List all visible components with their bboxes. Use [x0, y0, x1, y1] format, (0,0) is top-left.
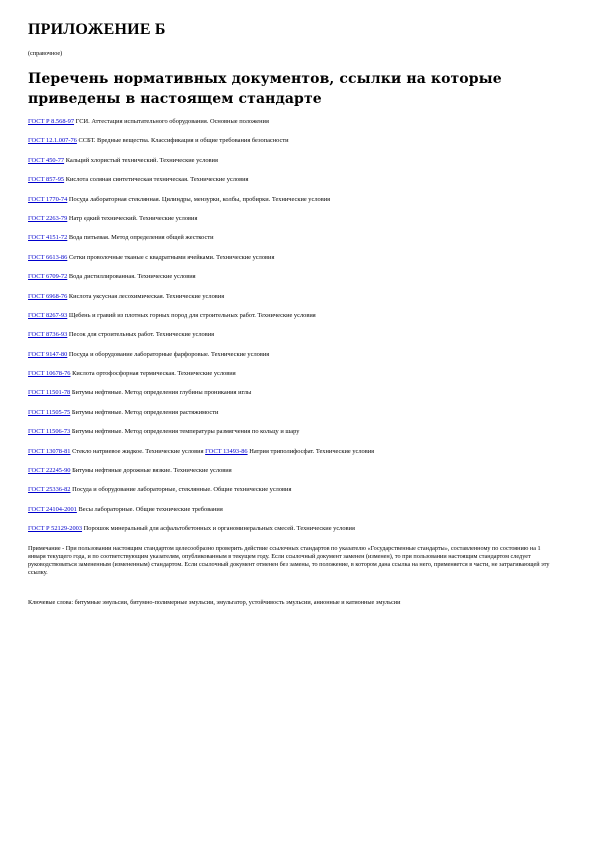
reference-description: Натрия триполифосфат. Технические условия — [247, 447, 375, 455]
reference-item — [28, 215, 568, 234]
reference-link[interactable]: ГОСТ 8736-93 — [28, 331, 68, 339]
reference-link[interactable]: ГОСТ 24104-2001 — [28, 505, 77, 513]
reference-link[interactable]: ГОСТ 11506-73 — [28, 428, 71, 436]
reference-description: Щебень и гравий из плотных горных пород для строительных работ. Технические условия — [67, 311, 316, 319]
reference-link[interactable]: ГОСТ Р 8.568-97 — [28, 118, 75, 125]
reference-item — [28, 196, 568, 215]
reference-link[interactable]: ГОСТ 8267-93 — [28, 311, 68, 319]
reference-link[interactable]: ГОСТ 6709-72 — [28, 273, 68, 281]
reference-description: Кислота ортофосфорная термическая. Технические условия — [70, 370, 236, 378]
reference-description: Натр едкий технический. Технические условия — [67, 214, 198, 222]
note-paragraph: Примечание - При пользовании настоящим стандартом целесообразно проверить действие ссылочных стандартов по указателю «Государственные стандарты», составленному по состоянию на 1 января текущего года, и по соответствующим указателям, опубликованным в текущем году. Если ссылочный документ заменен (изменен), то при пользовании настоящим стандартом следует руководствоваться замененным (измененным) стандартом. Если ссылочный документ отменен без замены, то положение, в котором дана ссылка на него, применяется в части, не затрагивающей эту ссылку. — [28, 544, 550, 576]
references-heading: Перечень нормативных документов, ссылки на которые приведены в настоящем стандарте — [28, 71, 502, 107]
reference-item — [28, 506, 568, 525]
reference-item — [28, 273, 568, 292]
reference-item — [28, 157, 568, 176]
reference-item — [28, 293, 568, 312]
reference-link[interactable]: ГОСТ 1770-74 — [28, 195, 68, 203]
reference-item — [28, 409, 568, 428]
reference-link[interactable]: ГОСТ 857-95 — [28, 176, 65, 184]
reference-description: Весы лабораторные. Общие технические требования — [76, 505, 223, 513]
reference-link[interactable]: ГОСТ 22245-90 — [28, 467, 71, 475]
reference-item — [28, 370, 568, 389]
reference-item — [28, 428, 568, 447]
reference-link[interactable]: ГОСТ 2263-79 — [28, 214, 68, 222]
reference-description: Битумы нефтяные. Метод определения глубины проникания иглы — [70, 389, 252, 397]
reference-link[interactable]: ГОСТ 9147-80 — [28, 350, 68, 358]
reference-list — [28, 118, 568, 545]
reference-description: Вода дистиллированная. Технические условия — [67, 273, 196, 281]
reference-description: Битумы нефтяные. Метод определения температуры размягчения по кольцу и шару — [70, 428, 300, 436]
reference-description: Кислота уксусная лесохимическая. Технические условия — [67, 292, 225, 300]
reference-item — [28, 448, 568, 467]
reference-link[interactable]: ГОСТ 450-77 — [28, 156, 65, 164]
reference-item — [28, 312, 568, 331]
reference-item — [28, 176, 568, 195]
appendix-title: ПРИЛОЖЕНИЕ Б — [28, 21, 166, 38]
reference-link[interactable]: ГОСТ 25336-82 — [28, 486, 71, 494]
reference-link[interactable]: ГОСТ 11501-78 — [28, 389, 71, 397]
reference-description: Порошок минеральный для асфальтобетонных и органоминеральных смесей. Технические условия — [82, 525, 355, 533]
reference-description: Вода питьевая. Метод определения общей жесткости — [67, 234, 214, 242]
reference-description: Посуда лабораторная стеклянная. Цилиндры, мензурки, колбы, пробирки. Технические условия — [67, 195, 331, 203]
keywords-paragraph: Ключевые слова: битумные эмульсии, битумно-полимерные эмульсии, эмульгатор, устойчивость эмульсии, анионные и катионные эмульсии — [28, 598, 401, 606]
reference-item — [28, 467, 568, 486]
reference-description: Кальций хлористый технический. Технические условия — [64, 156, 218, 164]
reference-description: ССБТ. Вредные вещества. Классификация и общие требования безопасности — [76, 137, 289, 145]
reference-description: Посуда и оборудование лабораторные, стеклянные. Общие технические условия — [70, 486, 292, 494]
reference-item — [28, 137, 568, 156]
reference-item — [28, 486, 568, 505]
reference-description: Кислота соляная синтетическая техническая. Технические условия — [64, 176, 249, 184]
reference-description: Битумы нефтяные. Метод определения растяжимости — [70, 408, 219, 416]
reference-description: Посуда и оборудование лабораторные фарфоровые. Технические условия — [67, 350, 270, 358]
document-page — [28, 20, 568, 607]
reference-description: ГСИ. Аттестация испытательного оборудования. Основные положения — [74, 118, 269, 125]
reference-link[interactable]: ГОСТ 6968-76 — [28, 292, 68, 300]
reference-link[interactable]: ГОСТ 4151-72 — [28, 234, 68, 242]
reference-link[interactable]: ГОСТ 13078-81 — [28, 447, 71, 455]
reference-link[interactable]: ГОСТ Р 52129-2003 — [28, 525, 83, 533]
reference-item — [28, 234, 568, 253]
reference-link[interactable]: ГОСТ 11505-75 — [28, 408, 71, 416]
reference-link[interactable]: ГОСТ 12.1.007-76 — [28, 137, 77, 145]
reference-link[interactable]: ГОСТ 6613-86 — [28, 253, 68, 261]
reference-item — [28, 389, 568, 408]
reference-description: Песок для строительных работ. Технические условия — [67, 331, 215, 339]
reference-link[interactable]: ГОСТ 13493-86 — [205, 447, 248, 455]
reference-item — [28, 351, 568, 370]
reference-description: Битумы нефтяные дорожные вязкие. Технические условия — [70, 467, 232, 475]
reference-item — [28, 525, 568, 544]
reference-item — [28, 254, 568, 273]
reference-item — [28, 331, 568, 350]
reference-description: Сетки проволочные тканые с квадратными ячейками. Технические условия — [67, 253, 275, 261]
reference-item — [28, 118, 568, 137]
appendix-subtitle: (справочное) — [28, 50, 63, 57]
reference-description: Стекло натриевое жидкое. Технические условия — [70, 447, 206, 455]
reference-link[interactable]: ГОСТ 10678-76 — [28, 370, 71, 378]
